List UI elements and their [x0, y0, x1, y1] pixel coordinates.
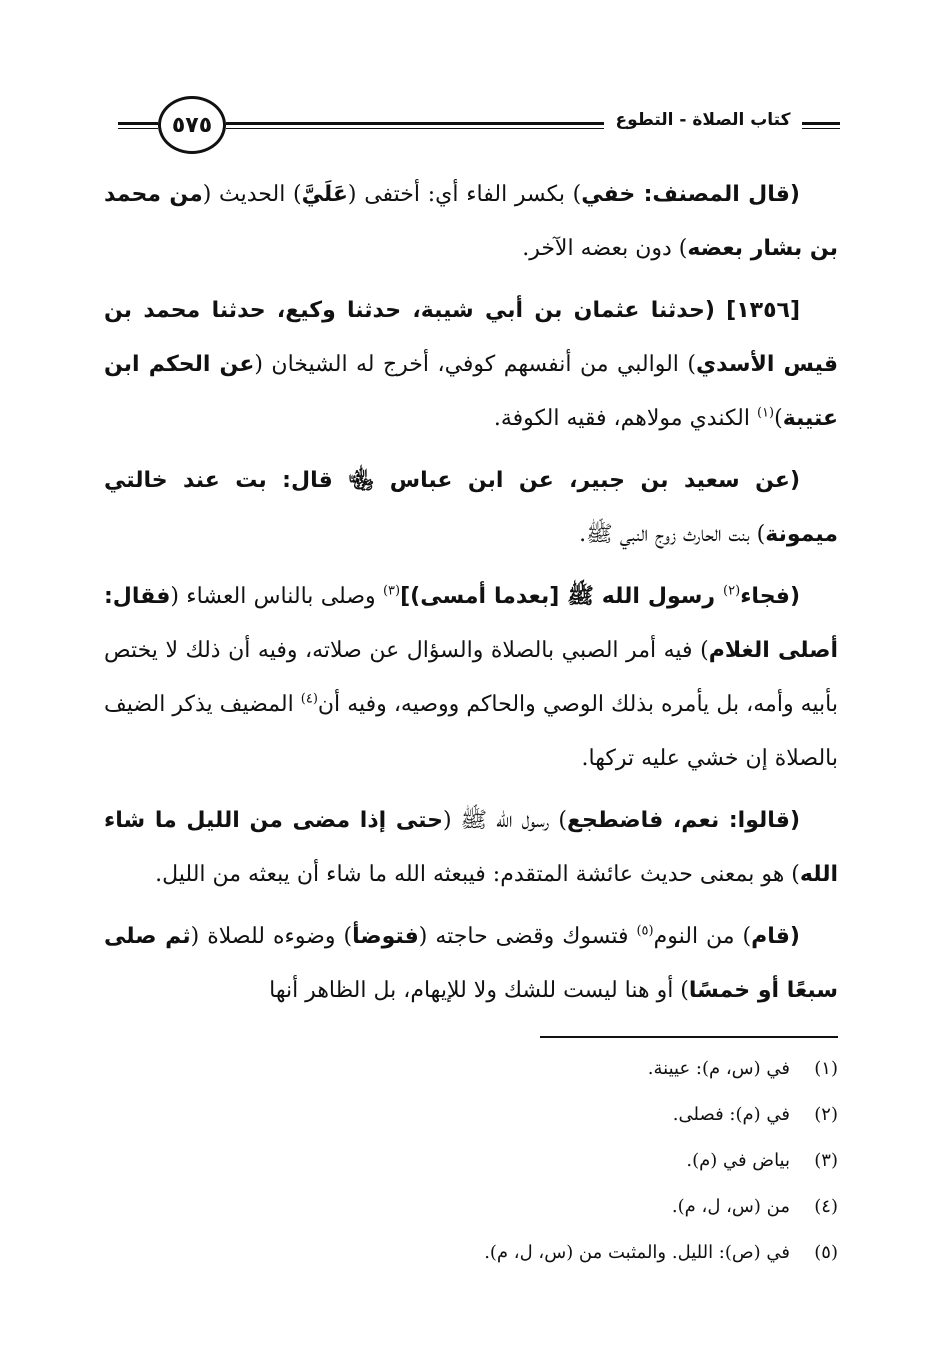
footnotes — [104, 1046, 838, 1276]
paragraph-text: خفي — [581, 182, 636, 207]
paragraph-text: ) وضوءه للصلاة ( — [190, 924, 353, 949]
paragraph-text: [١٣٥٦] (حدثنا عثمان بن أبي شيبة، حدثنا وكيع، حدثنا محمد بن قيس الأسدي — [104, 298, 838, 377]
paragraph-text: عَلَيَّ — [301, 182, 348, 207]
footnote-text: في (س، م): عيينة. — [647, 1058, 790, 1079]
footnote-separator — [540, 1036, 838, 1038]
header-rule — [118, 122, 158, 125]
paragraph-text: ) من النوم — [653, 924, 752, 949]
running-title: كتاب الصلاة - التطوع — [615, 110, 791, 130]
footnote-marker: (١) — [756, 405, 775, 421]
paragraph-text: فتوضأ — [352, 924, 419, 949]
header-rule — [118, 128, 158, 129]
footnote-text: في (م): فصلى. — [672, 1104, 790, 1125]
paragraph-text: (قال المصنف: — [635, 182, 800, 207]
paragraph-text: ) الوالبي من أنفسهم كوفي، أخرج له الشيخان ( — [254, 352, 696, 377]
paragraph-text: ) بنت الحارث زوج النبي ﷺ. — [579, 522, 766, 547]
footnote-marker: (٣) — [382, 583, 401, 599]
paragraph-text: عن الحكم ابن عتيبة — [104, 352, 838, 431]
paragraph-text: حتى إذا مضى من الليل ما شاء الله — [104, 808, 838, 887]
paragraph-text: ثم صلى سبعًا أو خمسًا — [104, 924, 838, 1003]
footnote-text: من (س، ل، م). — [671, 1196, 790, 1217]
paragraph-text: من محمد بن بشار بعضه — [104, 182, 838, 261]
footnote-number: (٣) — [814, 1150, 838, 1171]
header-rule — [802, 128, 840, 129]
footnote — [104, 1092, 838, 1138]
paragraph — [104, 284, 838, 446]
paragraph — [104, 168, 838, 276]
paragraph-text: ) هو بمعنى حديث عائشة المتقدم: فيبعثه الله ما شاء أن يبعثه من الليل. — [155, 862, 800, 887]
paragraph-text: المضيف يذكر الضيف بالصلاة إن خشي عليه تركها. — [104, 692, 838, 771]
footnote-number: (١) — [814, 1058, 838, 1079]
paragraph-text: (قالوا: نعم، فاضطجع — [567, 808, 800, 833]
footnote-number: (٢) — [814, 1104, 838, 1125]
header-rule — [226, 128, 604, 129]
paragraph-text: ) دون بعضه الآخر. — [522, 236, 688, 261]
footnote — [104, 1230, 838, 1276]
paragraph-text: (قام — [751, 924, 800, 949]
header-rule — [802, 122, 840, 125]
page-header — [118, 92, 840, 162]
paragraph-text: (عن سعيد بن جبير، عن ابن عباس ﵄ قال: بت عند خالتي ميمونة — [104, 468, 838, 547]
footnote — [104, 1184, 838, 1230]
paragraph — [104, 794, 838, 902]
footnote-text: بياض في (م). — [686, 1150, 790, 1171]
paragraph — [104, 910, 838, 1018]
paragraph-text: ) أو هنا ليست للشك ولا للإيهام، بل الظاهر أنها — [269, 978, 689, 1003]
footnote-marker: (٤) — [300, 691, 318, 707]
paragraph-text: ) فيه أمر الصبي بالصلاة والسؤال عن صلاته، وفيه أن ذلك لا يختص بأبيه وأمه، بل يأمره بذلك الوصي والحاكم ووصيه، وفيه أن — [104, 638, 838, 717]
paragraph-text: ) الحديث ( — [202, 182, 302, 207]
paragraph-text: فتسوك وقضى حاجته ( — [418, 924, 637, 949]
footnote — [104, 1138, 838, 1184]
paragraph-text: (فجاء — [740, 584, 801, 609]
paragraph-text: الكندي مولاهم، فقيه الكوفة. — [493, 406, 757, 431]
page-number-badge — [158, 96, 226, 154]
footnote-text: في (ص): الليل. والمثبت من (س، ل، م). — [484, 1242, 790, 1263]
footnote — [104, 1046, 838, 1092]
footnote-number: (٤) — [814, 1196, 838, 1217]
paragraph — [104, 570, 838, 786]
footnote-number: (٥) — [814, 1242, 838, 1263]
footnote-marker: (٥) — [636, 923, 654, 939]
paragraph-text: رسول الله ﷺ [بعدما أمسى)] — [400, 584, 724, 609]
footnote-marker: (٢) — [723, 583, 741, 599]
header-rule — [226, 122, 604, 125]
paragraph-text: ) — [774, 406, 783, 431]
paragraph-text: ) رسول الله ﷺ ( — [442, 808, 567, 833]
paragraph-text: ) بكسر الفاء أي: أختفى ( — [347, 182, 582, 207]
body-text — [104, 168, 838, 1026]
paragraph-text: فقال: أصلى الغلام — [104, 584, 838, 663]
page-number: ٥٧٥ — [171, 112, 213, 138]
paragraph-text: وصلى بالناس العشاء ( — [170, 584, 383, 609]
paragraph — [104, 454, 838, 562]
